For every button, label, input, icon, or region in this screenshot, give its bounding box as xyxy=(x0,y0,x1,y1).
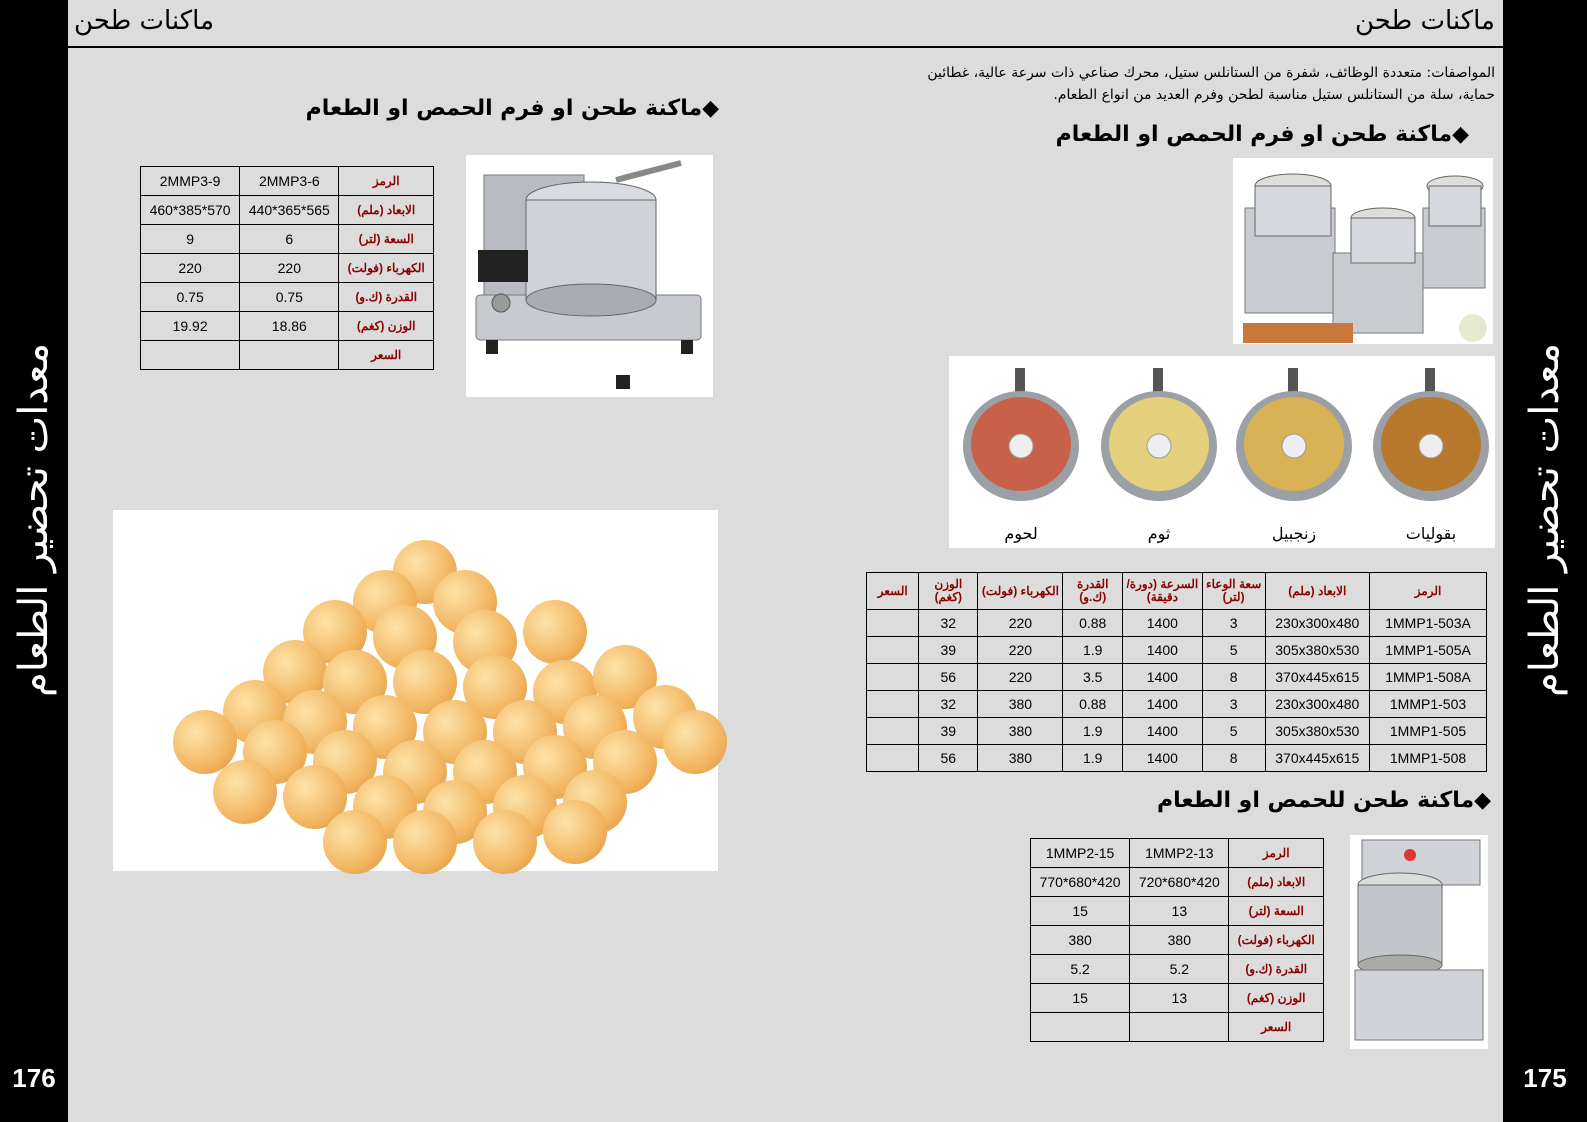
table-cell: 9 xyxy=(141,225,240,254)
table-row xyxy=(141,225,434,254)
column-header: الرمز xyxy=(1370,573,1487,610)
table-cell: 1MMP1-503 xyxy=(1370,691,1487,718)
left-page-number: 176 xyxy=(12,1063,56,1093)
table-cell: 32 xyxy=(919,691,978,718)
table-cell: 1400 xyxy=(1122,664,1202,691)
row-label: السعة (لتر) xyxy=(1229,897,1324,926)
table-cell: 3 xyxy=(1202,691,1265,718)
bowl-item xyxy=(1232,366,1356,544)
table-row xyxy=(141,341,434,370)
table-cell: 19.92 xyxy=(141,312,240,341)
table-cell: 0.88 xyxy=(1063,610,1123,637)
table-cell: 1MMP2-15 xyxy=(1031,839,1130,868)
bowl-label: بقوليات xyxy=(1405,524,1457,543)
table-row xyxy=(867,664,1487,691)
chickpea-icon xyxy=(543,800,607,864)
table-cell xyxy=(867,718,919,745)
table-row xyxy=(867,691,1487,718)
left-header-title: ماكنات طحن xyxy=(74,6,215,36)
right-header xyxy=(794,0,1503,48)
table-cell xyxy=(867,664,919,691)
column-header: الكهرباء (فولت) xyxy=(978,573,1063,610)
chickpea-icon xyxy=(663,710,727,774)
table-cell: 1MMP1-508 xyxy=(1370,745,1487,772)
bowl-icon xyxy=(1369,366,1493,516)
table-cell xyxy=(1031,1013,1130,1042)
table-cell: 220 xyxy=(240,254,339,283)
row-label: الكهرباء (فولت) xyxy=(1229,926,1324,955)
right-header-title: ماكنات طحن xyxy=(1354,6,1495,36)
table-cell xyxy=(1130,1013,1229,1042)
left-spec-table-body xyxy=(141,167,434,370)
table-cell: 305x380x530 xyxy=(1265,637,1370,664)
table-cell: 5.2 xyxy=(1031,955,1130,984)
row-label: القدرة (ك.و) xyxy=(339,283,434,312)
table-cell: 1MMP1-505 xyxy=(1370,718,1487,745)
left-spec-table xyxy=(140,166,434,370)
diamond-bullet-icon: ◆ xyxy=(1474,788,1491,813)
table-cell xyxy=(240,341,339,370)
column-header: السرعة (دورة/دقيقة) xyxy=(1122,573,1202,610)
table-cell: 1MMP1-503A xyxy=(1370,610,1487,637)
table-row xyxy=(141,283,434,312)
table-cell: 380 xyxy=(978,691,1063,718)
table-cell: 15 xyxy=(1031,984,1130,1013)
specs-paragraph xyxy=(845,62,1495,106)
table-cell: 2MMP3-9 xyxy=(141,167,240,196)
table-cell xyxy=(867,637,919,664)
row-label: الرمز xyxy=(339,167,434,196)
table-cell: 1.9 xyxy=(1063,637,1123,664)
table-cell: 220 xyxy=(978,637,1063,664)
table-cell: 380 xyxy=(978,718,1063,745)
table-cell: 1400 xyxy=(1122,745,1202,772)
diamond-bullet-icon: ◆ xyxy=(1452,122,1469,147)
table-cell: 220 xyxy=(978,664,1063,691)
bowl-item xyxy=(1369,366,1493,544)
table-row xyxy=(867,610,1487,637)
table-cell: 1400 xyxy=(1122,691,1202,718)
bowl-label: لحوم xyxy=(1004,524,1038,543)
food-processor-image xyxy=(466,155,713,397)
bowl-icon xyxy=(959,366,1083,516)
column-header: سعة الوعاء (لتر) xyxy=(1202,573,1265,610)
table-cell: 1MMP1-505A xyxy=(1370,637,1487,664)
table-cell: 1400 xyxy=(1122,637,1202,664)
bowl-label: ثوم xyxy=(1147,524,1171,543)
right-side-title: معدات تحضير الطعام xyxy=(1522,342,1568,698)
specs-line-2: حماية، سلة من الستانلس ستيل مناسبة لطحن وفرم العديد من انواع الطعام. xyxy=(1053,87,1495,103)
table-row xyxy=(1031,1013,1324,1042)
table-cell: 770*680*420 xyxy=(1031,868,1130,897)
table-cell: 0.75 xyxy=(141,283,240,312)
table-cell: 220 xyxy=(978,610,1063,637)
row-label: الوزن (كغم) xyxy=(339,312,434,341)
row-label: الابعاد (ملم) xyxy=(339,196,434,225)
row-label: الوزن (كغم) xyxy=(1229,984,1324,1013)
table-cell: 6 xyxy=(240,225,339,254)
table-cell: 1MMP2-13 xyxy=(1130,839,1229,868)
table-cell: 32 xyxy=(919,610,978,637)
table-cell: 1400 xyxy=(1122,610,1202,637)
table-cell: 8 xyxy=(1202,664,1265,691)
row-label: الابعاد (ملم) xyxy=(1229,868,1324,897)
table-cell xyxy=(141,341,240,370)
table-row xyxy=(1031,868,1324,897)
bowl-item xyxy=(1097,366,1221,544)
table-cell: 720*680*420 xyxy=(1130,868,1229,897)
row-label: الكهرباء (فولت) xyxy=(339,254,434,283)
food-processors-group-image xyxy=(1233,158,1493,344)
diamond-bullet-icon: ◆ xyxy=(702,96,719,121)
right-main-table xyxy=(866,572,1487,772)
table-cell: 13 xyxy=(1130,897,1229,926)
table-cell: 370x445x615 xyxy=(1265,664,1370,691)
table-cell: 380 xyxy=(1130,926,1229,955)
table-cell: 18.86 xyxy=(240,312,339,341)
table-cell: 1.9 xyxy=(1063,718,1123,745)
table-row xyxy=(867,637,1487,664)
right-main-table-body xyxy=(867,573,1487,772)
column-header: السعر xyxy=(867,573,919,610)
bowl-icon xyxy=(1232,366,1356,516)
left-section-title: ◆ماكنة طحن او فرم الحمص او الطعام xyxy=(305,96,719,121)
table-cell: 0.88 xyxy=(1063,691,1123,718)
right-small-table xyxy=(1030,838,1324,1042)
table-cell: 305x380x530 xyxy=(1265,718,1370,745)
table-row xyxy=(1031,984,1324,1013)
table-header-row xyxy=(867,573,1487,610)
chickpea-icon xyxy=(323,810,387,874)
table-cell: 56 xyxy=(919,745,978,772)
right-sidebar xyxy=(1503,0,1587,1122)
table-row xyxy=(141,254,434,283)
table-cell: 440*365*565 xyxy=(240,196,339,225)
specs-line-1: المواصفات: متعددة الوظائف، شفرة من الستانلس ستيل، محرك صناعي ذات سرعة عالية، غطائين xyxy=(927,65,1495,81)
left-side-title: معدات تحضير الطعام xyxy=(11,342,57,698)
table-cell: 5.2 xyxy=(1130,955,1229,984)
chickpea-icon xyxy=(213,760,277,824)
row-label: السعة (لتر) xyxy=(339,225,434,254)
table-row xyxy=(141,167,434,196)
chickpea-icon xyxy=(523,600,587,664)
table-cell xyxy=(867,691,919,718)
table-cell: 3 xyxy=(1202,610,1265,637)
table-cell xyxy=(867,610,919,637)
right-section1-title: ◆ماكنة طحن او فرم الحمص او الطعام xyxy=(1055,122,1469,147)
table-row xyxy=(867,718,1487,745)
chickpea-icon xyxy=(393,810,457,874)
table-cell: 230x300x480 xyxy=(1265,610,1370,637)
chickpeas-image xyxy=(113,510,718,871)
left-header xyxy=(68,0,794,48)
right-small-table-body xyxy=(1031,839,1324,1042)
table-cell: 15 xyxy=(1031,897,1130,926)
table-cell: 0.75 xyxy=(240,283,339,312)
table-cell: 380 xyxy=(1031,926,1130,955)
table-cell: 1400 xyxy=(1122,718,1202,745)
table-row xyxy=(1031,839,1324,868)
row-label: السعر xyxy=(339,341,434,370)
table-cell: 460*385*570 xyxy=(141,196,240,225)
row-label: القدرة (ك.و) xyxy=(1229,955,1324,984)
row-label: الرمز xyxy=(1229,839,1324,868)
left-sidebar xyxy=(0,0,68,1122)
table-cell: 1MMP1-508A xyxy=(1370,664,1487,691)
table-row xyxy=(867,745,1487,772)
big-grinder-image xyxy=(1350,835,1488,1049)
table-row xyxy=(1031,955,1324,984)
bowl-icon xyxy=(1097,366,1221,516)
table-cell: 56 xyxy=(919,664,978,691)
table-row xyxy=(1031,897,1324,926)
column-header: الوزن (كغم) xyxy=(919,573,978,610)
bowl-label: زنجبيل xyxy=(1271,524,1317,543)
column-header: الابعاد (ملم) xyxy=(1265,573,1370,610)
table-cell: 39 xyxy=(919,637,978,664)
table-cell xyxy=(867,745,919,772)
table-cell: 2MMP3-6 xyxy=(240,167,339,196)
column-header: القدرة (ك.و) xyxy=(1063,573,1123,610)
right-page-number: 175 xyxy=(1523,1063,1567,1093)
table-cell: 3.5 xyxy=(1063,664,1123,691)
table-cell: 13 xyxy=(1130,984,1229,1013)
row-label: السعر xyxy=(1229,1013,1324,1042)
table-row xyxy=(141,196,434,225)
table-cell: 380 xyxy=(978,745,1063,772)
table-row xyxy=(1031,926,1324,955)
table-cell: 39 xyxy=(919,718,978,745)
table-cell: 220 xyxy=(141,254,240,283)
table-cell: 5 xyxy=(1202,637,1265,664)
table-cell: 1.9 xyxy=(1063,745,1123,772)
table-cell: 5 xyxy=(1202,718,1265,745)
bowl-item xyxy=(959,366,1083,544)
right-section2-title: ◆ماكنة طحن للحمص او الطعام xyxy=(1156,788,1491,813)
bowls-image xyxy=(949,356,1495,548)
table-cell: 370x445x615 xyxy=(1265,745,1370,772)
chickpea-icon xyxy=(473,810,537,874)
table-cell: 230x300x480 xyxy=(1265,691,1370,718)
table-row xyxy=(141,312,434,341)
table-cell: 8 xyxy=(1202,745,1265,772)
